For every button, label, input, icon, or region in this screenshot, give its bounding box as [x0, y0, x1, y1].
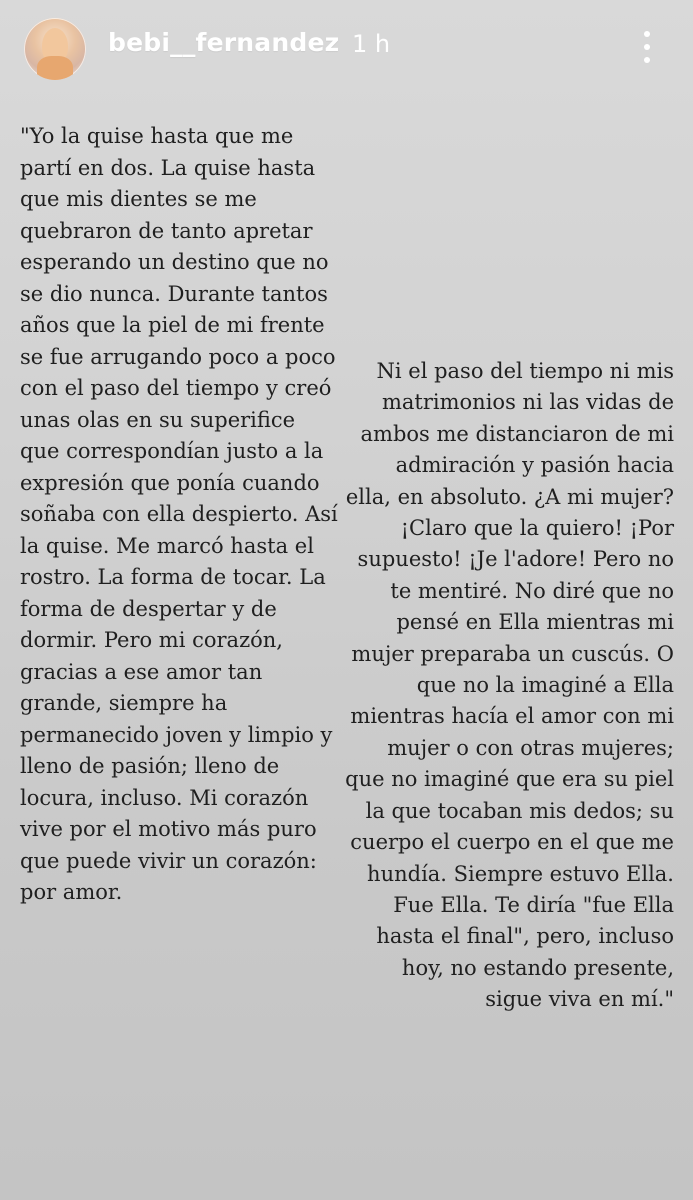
menu-dot: [644, 57, 650, 63]
username[interactable]: bebi__fernandez: [108, 28, 340, 57]
post-time: 1 h: [352, 30, 391, 58]
story-header: [0, 0, 693, 100]
quote-left-column: "Yo la quise hasta que me partí en dos. La quise hasta que mis dientes se me quebraron de tanto apretar esperando un destino que no se dio nunca. Durante tantos años que la piel de mi frente se fue arrugando poco a poco con el paso del tiempo y creó unas olas en su superifice que correspondían justo a la expresión que ponía cuando soñaba con ella despierto. Así la quise. Me marcó hasta el rostro. La forma de tocar. La forma de despertar y de dormir. Pero mi corazón, gracias a ese amor tan grande, siempre ha permanecido joven y limpio y lleno de pasión; lleno de locura, incluso. Mi corazón vive por el motivo más puro que puede vivir un corazón: por amor.: [20, 124, 338, 904]
menu-dot: [644, 31, 650, 37]
menu-dot: [644, 44, 650, 50]
more-vertical-icon[interactable]: [638, 29, 656, 65]
profile-avatar[interactable]: [24, 18, 86, 80]
quote-right-column: Ni el paso del tiempo ni mis matrimonios ni las vidas de ambos me distanciaron de mi admiración y pasión hacia ella, en absoluto. ¿A mi mujer? ¡Claro que la quiero! ¡Por supuesto! ¡Je l'adore! Pero no te mentiré. No diré que no pensé en Ella mientras mi mujer preparaba un cuscús. O que no la imaginé a Ella mientras hacía el amor con mi mujer o con otras mujeres; que no imaginé que era su piel la que tocaban mis dedos; su cuerpo el cuerpo en el que me hundía. Siempre estuvo Ella. Fue Ella. Te diría "fue Ella hasta el final", pero, incluso hoy, no estando presente, sigue viva en mí.": [345, 359, 674, 1012]
avatar-body: [37, 56, 73, 80]
